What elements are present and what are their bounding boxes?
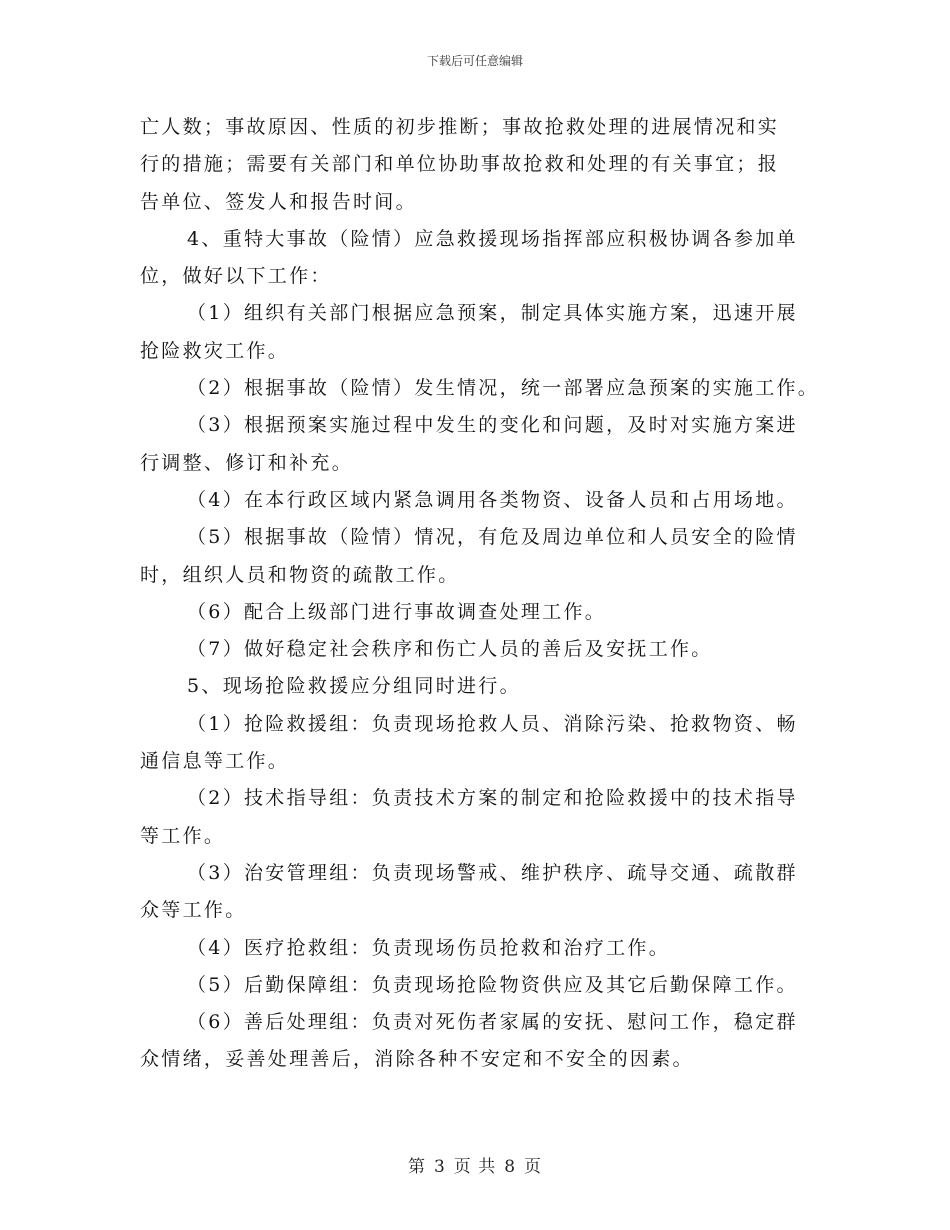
text-line: （4）在本行政区域内紧急调用各类物资、设备人员和占用场地。 [187,488,798,511]
text-line: （3）治安管理组：负责现场警戒、维护秩序、疏导交通、疏散群 [187,861,798,884]
page-label-prefix: 第 [407,1157,426,1177]
page-label-suffix: 页 [524,1157,543,1177]
total-pages-number: 8 [504,1157,517,1177]
text-line: 4、重特大事故（险情）应急救援现场指挥部应积极协调各参加单 [187,227,798,250]
text-line: 位，做好以下工作： [140,265,332,288]
current-page-number: 3 [433,1157,446,1177]
text-line: 告单位、签发人和报告时间。 [140,190,417,213]
text-line: （5）根据事故（险情）情况，有危及周边单位和人员安全的险情 [187,526,798,549]
text-line: （6）配合上级部门进行事故调查处理工作。 [187,600,607,623]
text-line: 众等工作。 [140,899,247,922]
text-line: 行调整、修订和补充。 [140,451,354,474]
text-line: 抢险救灾工作。 [140,339,290,362]
text-line: （6）善后处理组：负责对死伤者家属的安抚、慰问工作，稳定群 [187,1011,798,1034]
text-line: 行的措施；需要有关部门和单位协助事故抢救和处理的有关事宜；报 [140,153,780,176]
text-line: 众情绪，妥善处理善后，消除各种不安定和不安全的因素。 [140,1048,694,1071]
text-line: （2）根据事故（险情）发生情况，统一部署应急预案的实施工作。 [187,377,820,400]
text-line: （1）组织有关部门根据应急预案，制定具体实施方案，迅速开展 [187,302,798,325]
page-footer [0,1152,950,1177]
text-line: （2）技术指导组：负责技术方案的制定和抢险救援中的技术指导 [187,787,798,810]
text-line: 5、现场抢险救援应分组同时进行。 [187,675,521,698]
text-line: （1）抢险救援组：负责现场抢救人员、消除污染、抢救物资、畅 [187,712,798,735]
document-body [140,109,820,1079]
text-line: （3）根据预案实施过程中发生的变化和问题，及时对实施方案进 [187,414,798,437]
text-line: 通信息等工作。 [140,750,290,773]
text-line: （5）后勤保障组：负责现场抢险物资供应及其它后勤保障工作。 [187,973,798,996]
text-line: 亡人数；事故原因、性质的初步推断；事故抢救处理的进展情况和实 [140,116,780,138]
text-line: 时，组织人员和物资的疏散工作。 [140,563,460,586]
text-line: （7）做好稳定社会秩序和伤亡人员的善后及安抚工作。 [187,638,713,661]
text-line: 等工作。 [140,824,226,847]
page-label-middle: 页 共 [453,1157,497,1177]
page-header: 下载后可任意编辑 [426,54,523,68]
text-line: （4）医疗抢救组：负责现场伤员抢救和治疗工作。 [187,936,670,959]
